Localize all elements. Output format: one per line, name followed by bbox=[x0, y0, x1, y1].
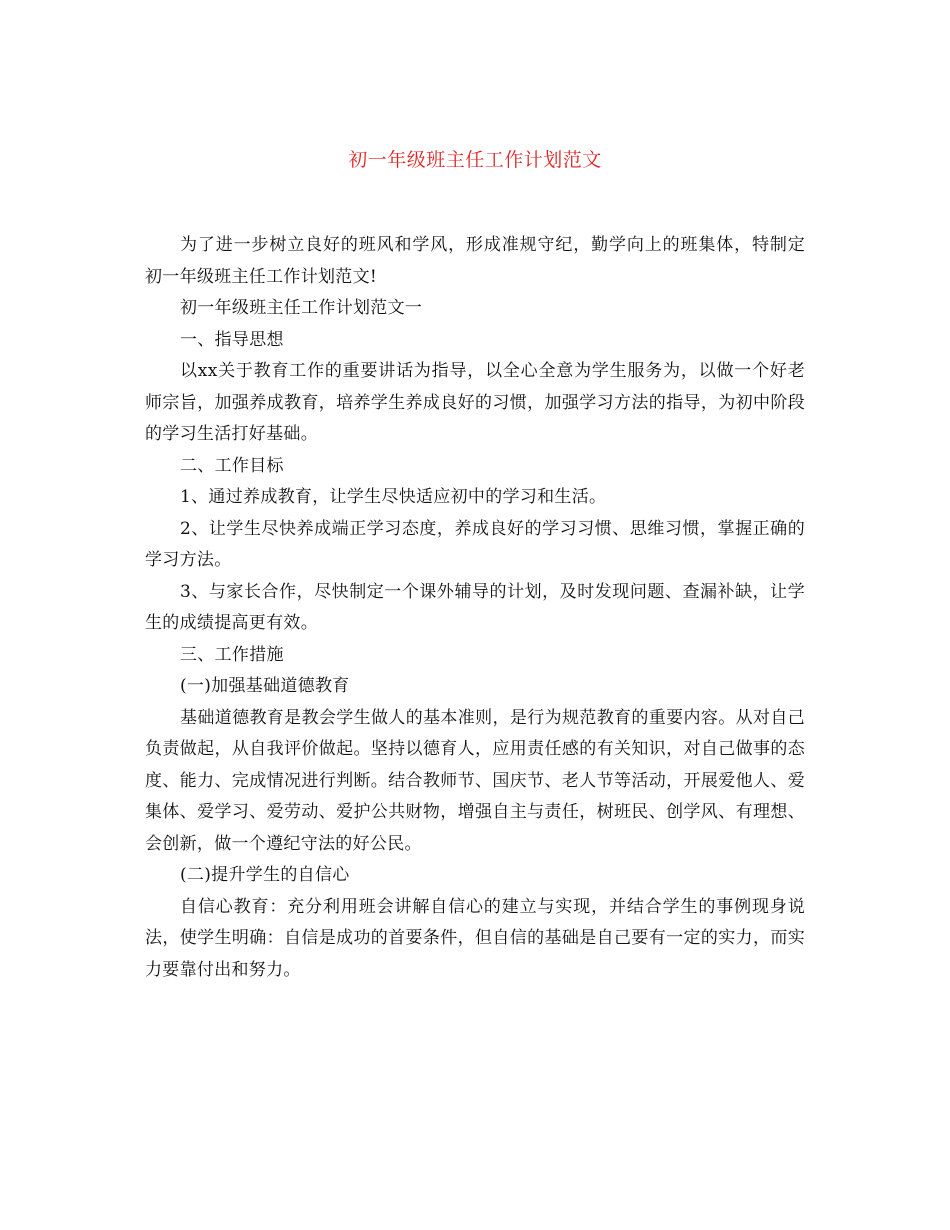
goal-item-1: 1、通过养成教育，让学生尽快适应初中的学习和生活。 bbox=[180, 487, 607, 507]
paragraph-intro: 为了进一步树立良好的班风和学风，形成准规守纪，勤学向上的班集体，特制定 初一年级班主任工作计划范文! bbox=[145, 235, 823, 287]
document-body bbox=[145, 230, 823, 986]
paragraph-moral-education: 基础道德教育是教会学生做人的基本准则，是行为规范教育的重要内容。从对自己负责做起，从自我评价做起。坚持以德育人，应用责任感的有关知识，对自己做事的态度、能力、完成情况进行判断。结合教师节、国庆节、老人节等活动，开展爱他人、爱集体、爱学习、爱劳动、爱护公共财物，增强自主与责任，树班民、创学风、有理想、会创新，做一个遵纪守法的好公民。 bbox=[145, 707, 805, 854]
section-heading-work-measures: 三、工作措施 bbox=[180, 644, 284, 665]
goal-item-3: 3、与家长合作，尽快制定一个课外辅导的计划，及时发现问题、查漏补缺，让学生的成绩提高更有效。 bbox=[145, 581, 805, 633]
goal-item-2: 2、让学生尽快养成端正学习态度，养成良好的学习习惯、思维习惯，掌握正确的学习方法。 bbox=[145, 518, 805, 570]
subheading-self-confidence: (二)提升学生的自信心 bbox=[180, 865, 350, 885]
paragraph-guiding-thought: 以xx关于教育工作的重要讲话为指导，以全心全意为学生服务为，以做一个好老师宗旨，加强养成教育，培养学生养成良好的习惯，加强学习方法的指导，为初中阶段的学习生活打好基础。 bbox=[145, 361, 805, 444]
document-title: 初一年级班主任工作计划范文 bbox=[348, 149, 602, 171]
section-heading-guiding-thought: 一、指导思想 bbox=[180, 329, 284, 350]
subheading-moral-education: (一)加强基础道德教育 bbox=[180, 676, 350, 696]
paragraph-self-confidence: 自信心教育：充分利用班会讲解自信心的建立与实现，并结合学生的事例现身说法，使学生明确：自信是成功的首要条件，但自信的基础是自己要有一定的实力，而实力要靠付出和努力。 bbox=[145, 896, 805, 980]
paragraph-subtitle: 初一年级班主任工作计划范文一 bbox=[180, 298, 423, 318]
section-heading-work-goals: 二、工作目标 bbox=[180, 455, 284, 476]
